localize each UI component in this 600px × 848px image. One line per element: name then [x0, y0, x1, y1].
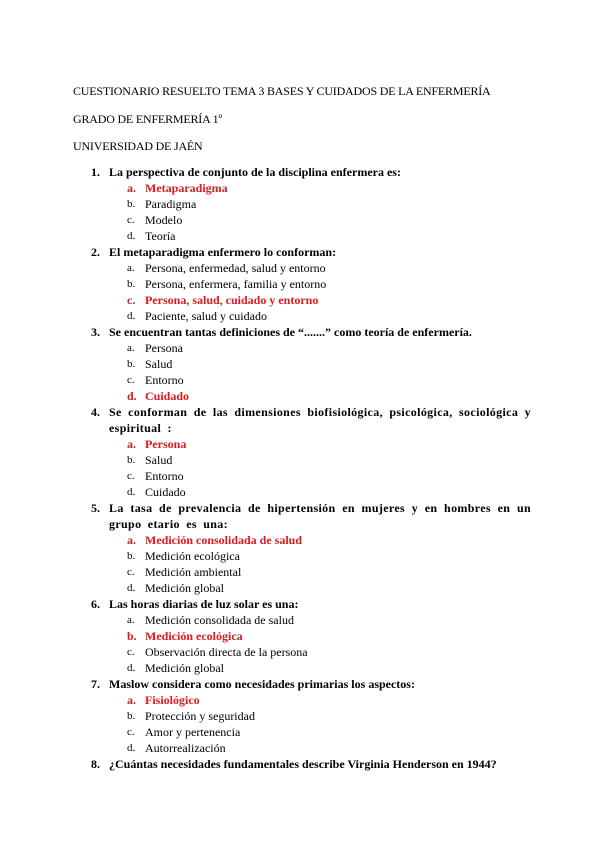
- option-letter: c.: [127, 374, 135, 386]
- option-text: Teoría: [145, 229, 176, 243]
- option-text: Medición ecológica: [145, 549, 240, 563]
- answer-option-correct: [91, 388, 531, 404]
- option-letter: d.: [127, 230, 136, 242]
- answer-option-correct: [91, 180, 531, 196]
- answer-option: [91, 548, 531, 564]
- option-letter: d.: [127, 662, 136, 674]
- option-letter: d.: [127, 742, 136, 754]
- question-number: 3.: [91, 325, 100, 339]
- question-item: [91, 596, 531, 676]
- document-grade: GRADO DE ENFERMERÍA 1º: [73, 112, 222, 126]
- question-text: La tasa de prevalencia de hipertensión en mujeres y en hombres en un grupo etario es una:: [109, 501, 531, 531]
- option-text: Amor y pertenencia: [145, 725, 241, 739]
- answer-option: [91, 228, 531, 244]
- option-letter: c.: [127, 293, 136, 307]
- option-letter: c.: [127, 646, 135, 658]
- option-text: Fisiológico: [145, 693, 200, 707]
- option-letter: a.: [127, 693, 136, 707]
- option-text: Medición global: [145, 661, 224, 675]
- answer-option: [91, 212, 531, 228]
- question-item: [91, 676, 531, 756]
- option-letter: c.: [127, 470, 135, 482]
- question-item: [91, 404, 531, 500]
- option-letter: b.: [127, 358, 136, 370]
- option-text: Medición global: [145, 581, 224, 595]
- question-item: [91, 164, 531, 244]
- option-text: Cuidado: [145, 389, 190, 403]
- question-number: 4.: [91, 405, 100, 419]
- answer-option: [91, 580, 531, 596]
- option-letter: a.: [127, 262, 135, 274]
- option-text: Autorrealización: [145, 741, 226, 755]
- option-letter: b.: [127, 278, 136, 290]
- question-number: 8.: [91, 757, 100, 771]
- option-letter: a.: [127, 181, 136, 195]
- option-text: Salud: [145, 453, 173, 467]
- option-text: Medición consolidada de salud: [145, 533, 303, 547]
- answer-option-correct: [91, 436, 531, 452]
- option-text: Salud: [145, 357, 173, 371]
- question-text: La perspectiva de conjunto de la disciplina enfermera es:: [109, 165, 401, 179]
- answer-option: [91, 356, 531, 372]
- answer-option: [91, 260, 531, 276]
- answer-option-correct: [91, 628, 531, 644]
- option-letter: b.: [127, 454, 136, 466]
- option-text: Persona, enfermedad, salud y entorno: [145, 261, 326, 275]
- question-text: Maslow considera como necesidades primarias los aspectos:: [109, 677, 415, 691]
- option-letter: a.: [127, 342, 135, 354]
- option-text: Medición consolidada de salud: [145, 613, 294, 627]
- question-item: [91, 324, 531, 404]
- option-text: Metaparadigma: [145, 181, 228, 195]
- question-number: 6.: [91, 597, 100, 611]
- option-text: Modelo: [145, 213, 183, 227]
- option-text: Persona: [145, 437, 187, 451]
- question-text: El metaparadigma enfermero lo conforman:: [109, 245, 337, 259]
- option-text: Entorno: [145, 469, 184, 483]
- answer-option: [91, 724, 531, 740]
- option-letter: c.: [127, 214, 135, 226]
- document-title: CUESTIONARIO RESUELTO TEMA 3 BASES Y CUIDADOS DE LA ENFERMERÍA: [73, 84, 491, 98]
- answer-option: [91, 564, 531, 580]
- document-university: UNIVERSIDAD DE JAÉN: [73, 139, 203, 153]
- question-text: Las horas diarias de luz solar es una:: [109, 597, 299, 611]
- option-letter: a.: [127, 614, 135, 626]
- option-text: Paradigma: [145, 197, 197, 211]
- option-letter: b.: [127, 710, 136, 722]
- answer-option-correct: [91, 692, 531, 708]
- option-letter: b.: [127, 198, 136, 210]
- option-letter: a.: [127, 533, 136, 547]
- answer-option: [91, 276, 531, 292]
- question-number: 1.: [91, 165, 100, 179]
- option-letter: d.: [127, 389, 137, 403]
- answer-option-correct: [91, 532, 531, 548]
- option-letter: c.: [127, 726, 135, 738]
- option-text: Observación directa de la persona: [145, 645, 308, 659]
- question-item: [91, 756, 531, 772]
- answer-option: [91, 196, 531, 212]
- option-text: Entorno: [145, 373, 184, 387]
- option-text: Medición ecológica: [145, 629, 243, 643]
- question-text: Se encuentran tantas definiciones de “.......” como teoría de enfermería.: [109, 325, 472, 339]
- option-text: Paciente, salud y cuidado: [145, 309, 267, 323]
- answer-option: [91, 372, 531, 388]
- answer-option: [91, 484, 531, 500]
- question-item: [91, 244, 531, 324]
- option-letter: a.: [127, 437, 136, 451]
- option-letter: d.: [127, 582, 136, 594]
- answer-option-correct: [91, 292, 531, 308]
- option-text: Persona: [145, 341, 183, 355]
- option-text: Persona, enfermera, familia y entorno: [145, 277, 327, 291]
- option-letter: b.: [127, 629, 137, 643]
- answer-option: [91, 660, 531, 676]
- answer-option: [91, 644, 531, 660]
- question-number: 7.: [91, 677, 100, 691]
- answer-option: [91, 468, 531, 484]
- answer-option: [91, 740, 531, 756]
- question-text: Se conforman de las dimensiones biofisiológica, psicológica, sociológica y espiritual :: [109, 405, 531, 435]
- option-letter: c.: [127, 566, 135, 578]
- option-text: Persona, salud, cuidado y entorno: [145, 293, 319, 307]
- option-text: Protección y seguridad: [145, 709, 255, 723]
- answer-option: [91, 340, 531, 356]
- answer-option: [91, 452, 531, 468]
- answer-option: [91, 708, 531, 724]
- option-text: Medición ambiental: [145, 565, 242, 579]
- answer-option: [91, 612, 531, 628]
- option-letter: b.: [127, 550, 136, 562]
- option-letter: d.: [127, 486, 136, 498]
- question-number: 2.: [91, 245, 100, 259]
- question-number: 5.: [91, 501, 100, 515]
- answer-option: [91, 308, 531, 324]
- question-item: [91, 500, 531, 596]
- option-letter: d.: [127, 310, 136, 322]
- option-text: Cuidado: [145, 485, 186, 499]
- question-text: ¿Cuántas necesidades fundamentales describe Virginia Henderson en 1944?: [109, 757, 497, 771]
- question-list: [0, 164, 600, 772]
